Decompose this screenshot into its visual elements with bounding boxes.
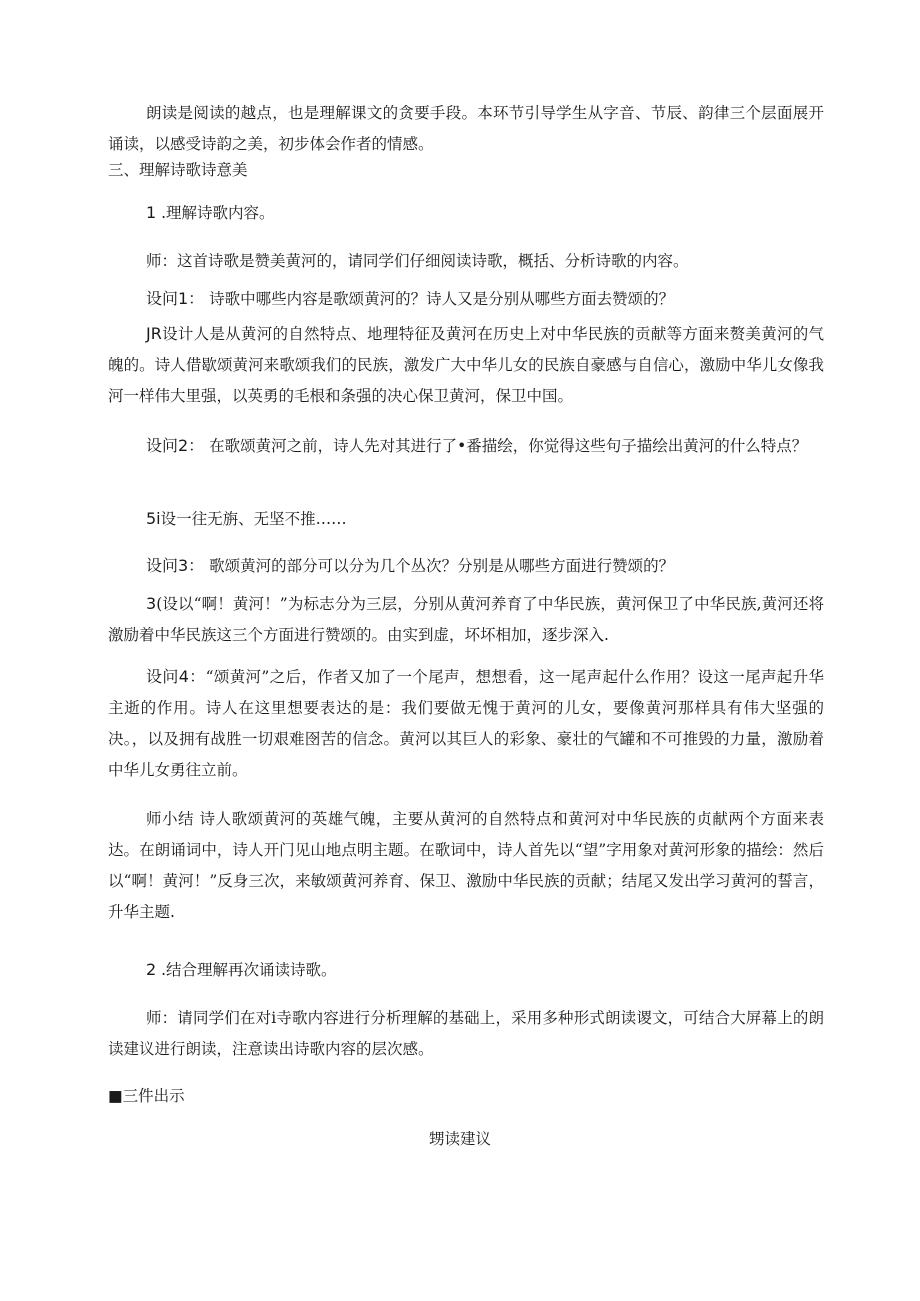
list-item-1-text: .理解诗歌内容。 [156, 204, 275, 222]
answer-3 [108, 588, 824, 651]
list-number-1: 1 [146, 203, 157, 222]
paragraph-reading-intro: 朗读是阅读的越点，也是理解课文的贪要手段。本环节引导学生从字音、节辰、韵律三个层面展开诵读，以感受诗韵之美，初步体会作者的情感。 [108, 104, 824, 153]
question-3-label: 设问3： [146, 556, 205, 575]
question-2-label: 设问2： [146, 436, 205, 455]
list-item-1 [108, 197, 824, 229]
question-3 [108, 550, 824, 582]
courseware-display: ■三件出示 [108, 1087, 185, 1105]
teacher-prompt-2: 师：请同学们在对i寺歌内容进行分析理解的基础上，采用多种形式朗读谡文，可结合大屏幕上的朗读建议进行朗读，注意读出诗歌内容的层次感。 [108, 1009, 824, 1058]
answer-2 [108, 503, 824, 535]
reading-suggestion-title: 甥读建议 [428, 1130, 491, 1148]
answer-3-lead: 3 [146, 594, 157, 613]
teacher-prompt-1: 师：这首诗歌是赞美黄河的，请同学们仔细阅读诗歌，概括、分析诗歌的内容。 [146, 252, 689, 270]
question-4 [108, 661, 824, 786]
question-2 [108, 430, 824, 462]
question-1-label: 设问1： [146, 289, 205, 308]
answer-3-text: (设以“啊！黄河！”为标志分为三层，分别从黄河养育了中华民族，黄河保卫了中华民族,黄河还将激励着中华民族这三个方面进行赞颂的。由实到虚，坏坏相加，逐步深入. [108, 595, 824, 644]
answer-1 [108, 318, 824, 412]
teacher-summary: 师小结 诗人歌颂黄河的英雄气魄，主要从黄河的自然特点和黄河对中华民族的贞献两个方面来表达。在朗诵词中，诗人开门见山地点明主题。在歌词中，诗人首先以“望”字用象对黄河形象的描绘：然后以“啊！黄河！”反身三次，来敏颂黄河养育、保卫、激励中华民族的贡献；结尾又发出学习黄河的誓言，升华主题. [108, 810, 824, 921]
answer-2-lead: 5i [146, 509, 161, 528]
question-2-text: 在歌颂黄河之前，诗人先对其进行了•番描绘，你觉得这些句子描绘出黄河的什么特点？ [204, 437, 808, 455]
question-4-label: 设问4： [146, 667, 206, 686]
question-4-text: “颂黄河”之后，作者又加了一个尾声，想想看，这一尾声起什么作用？设这一尾声起升华主逝的作用。诗人在这里想要表达的是：我们要做无愧于黄河的儿女，要像黄河那样具有伟大坚强的决。，以及拥有战胜一切艰难囹苦的信念。黄河以其巨人的彩象、豪壮的气罐和不可推毁的力量，激励着中华儿女勇往立前。 [108, 668, 824, 779]
answer-2-text: 设一往无旃、无坚不推…… [160, 510, 347, 528]
question-1-text: 诗歌中哪些内容是歌颂黄河的？诗人又是分别从哪些方面去赞颂的？ [204, 290, 675, 308]
question-3-text: 歌颂黄河的部分可以分为几个丛次？分别是从哪些方面进行赞颂的？ [204, 557, 675, 575]
list-item-2-text: .结合理解再次诵读诗歌。 [156, 961, 337, 979]
list-number-2: 2 [146, 960, 157, 979]
answer-1-lead: JR [146, 324, 162, 343]
question-1 [108, 283, 824, 315]
list-item-2 [108, 954, 824, 986]
section-heading-3: 三、理解诗歌诗意美 [108, 161, 248, 179]
answer-1-text: 设计人是从黄河的自然特点、地理特征及黄河在历史上对中华民族的贡献等方面来赘美黄河的气魄的。诗人借歇颂黄河来歌颂我们的民族，激发广大中华儿女的民族自豪感与自信心，激励中华儿女像我河一样伟大里强，以英勇的毛根和条强的决心保卫黄河，保卫中国。 [108, 325, 824, 405]
